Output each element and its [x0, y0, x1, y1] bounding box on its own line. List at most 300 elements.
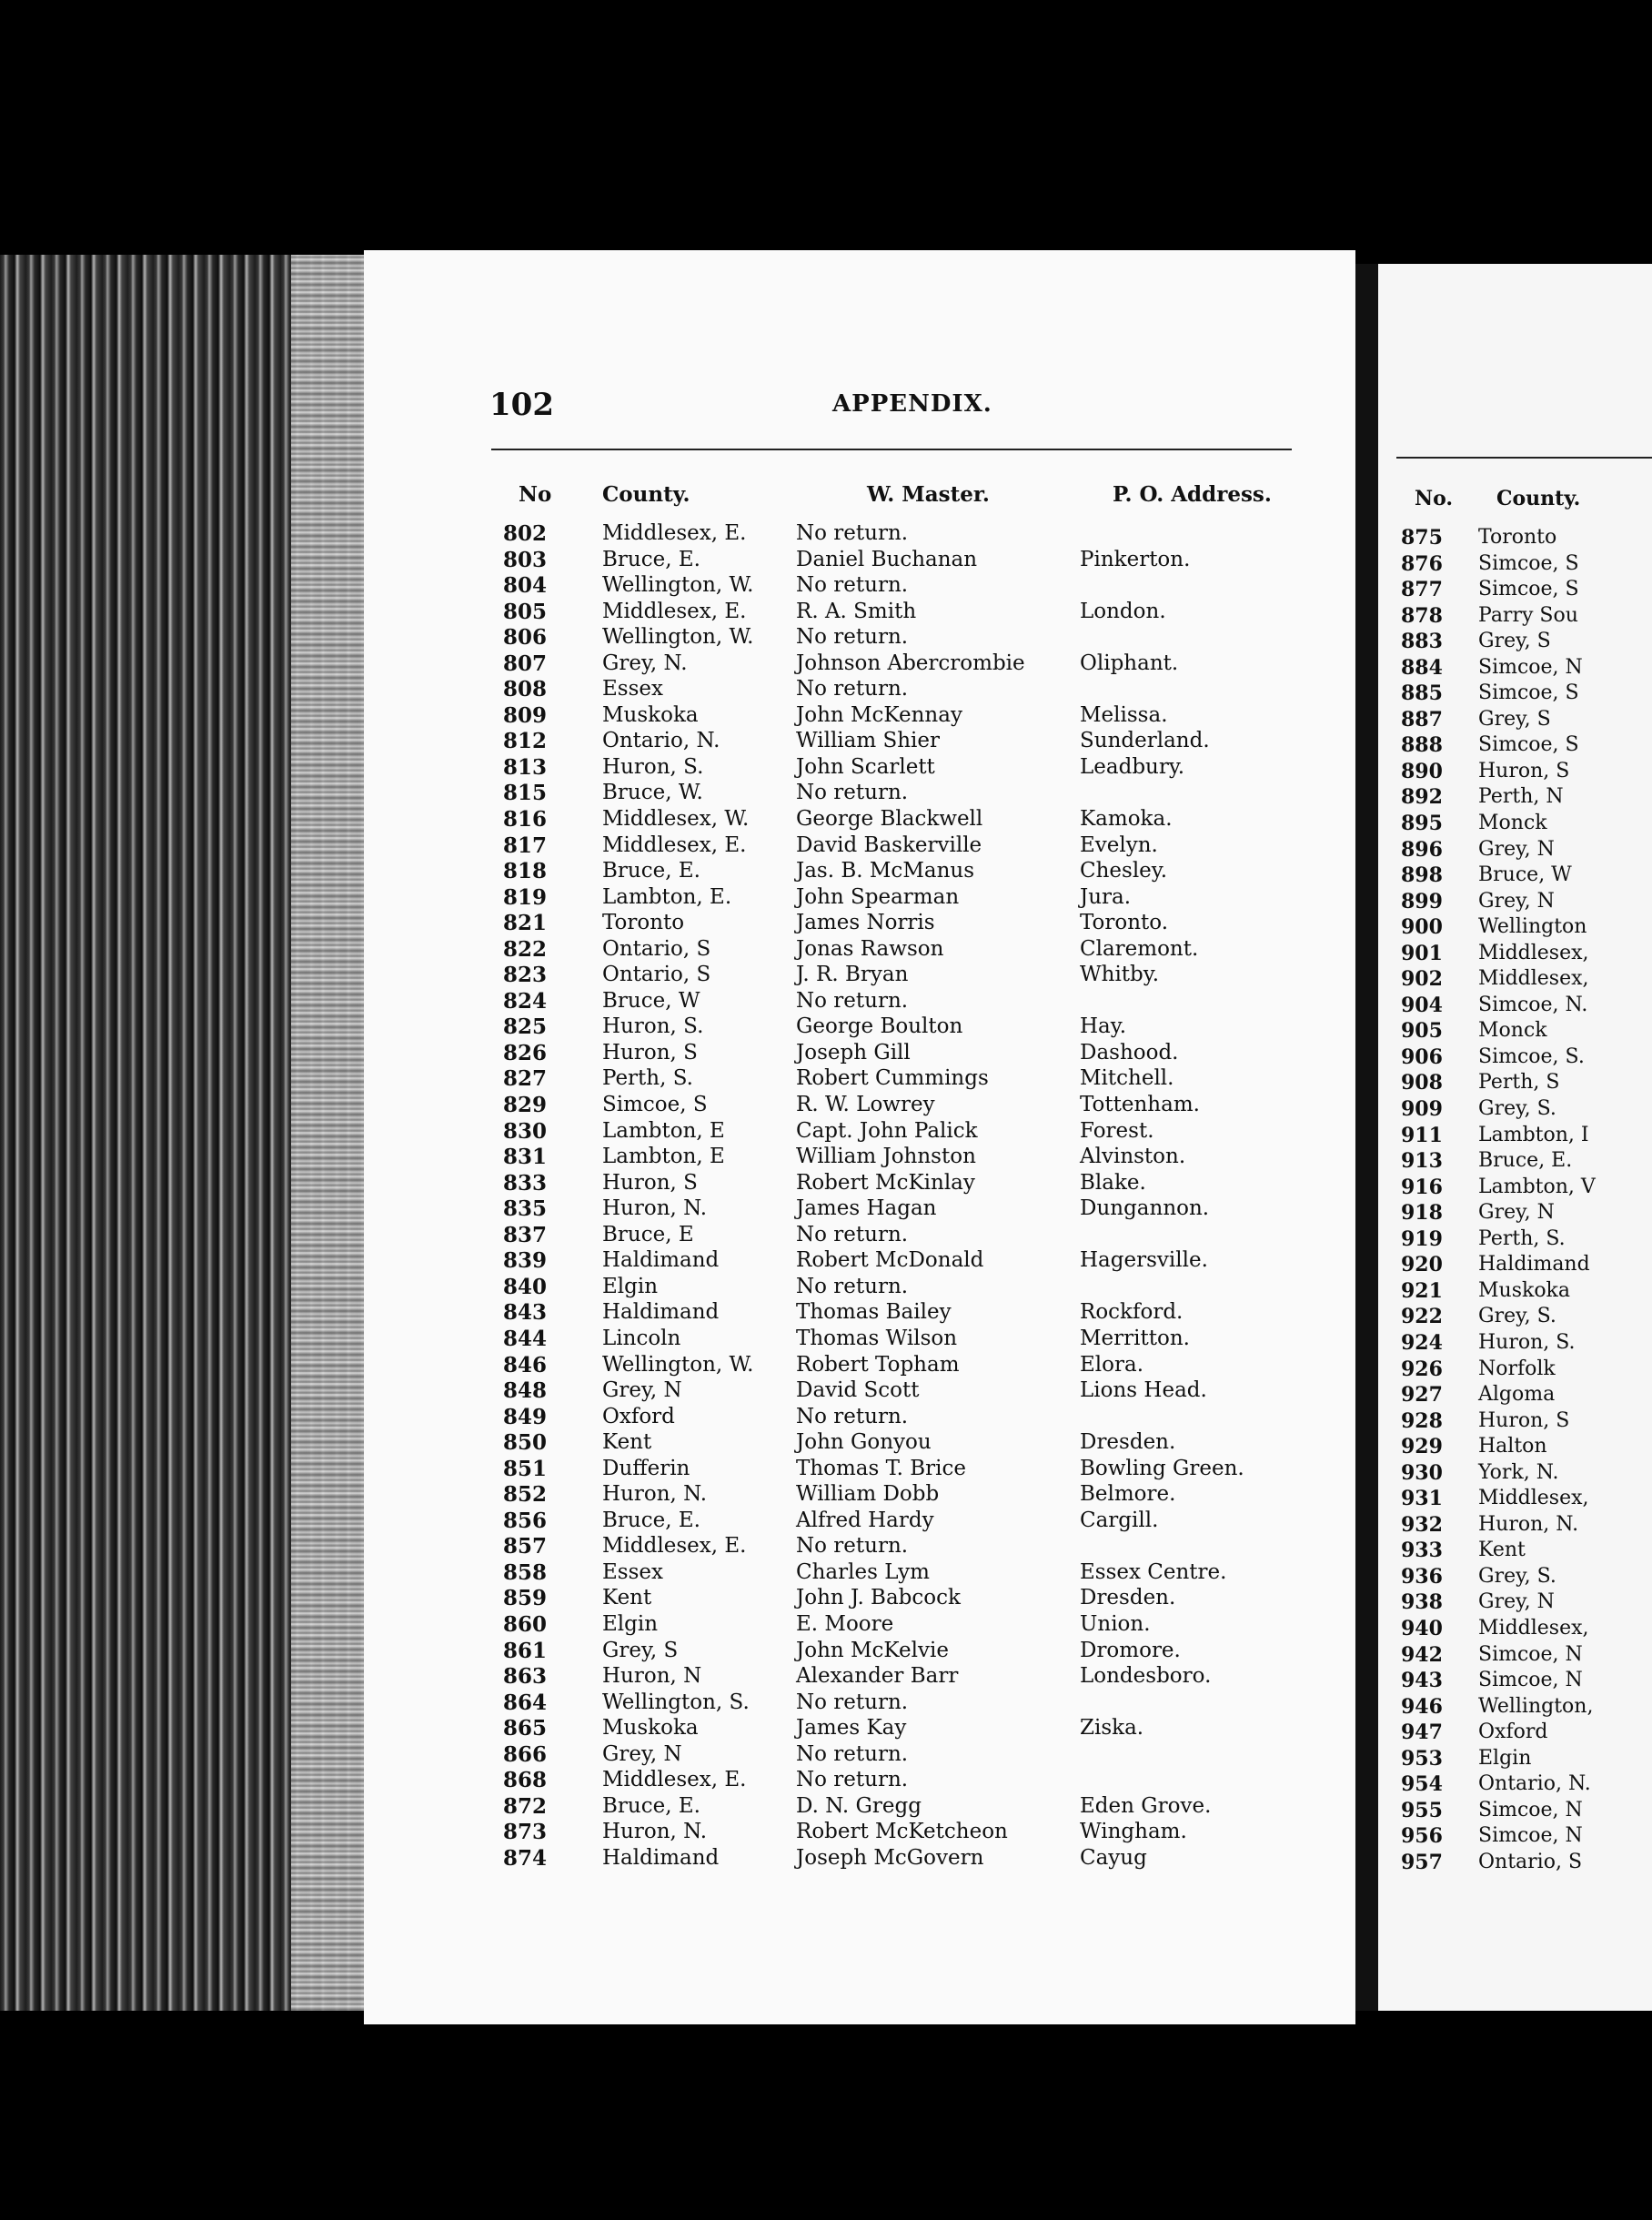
master-cell: William Dobb — [796, 1482, 940, 1507]
lodge-number: 831 — [503, 1145, 548, 1170]
right-table-row — [1378, 578, 1652, 604]
county-cell: Ontario, S — [602, 936, 711, 961]
county-cell: Lambton, I — [1478, 1123, 1589, 1146]
address-cell: Pinkerton. — [1080, 547, 1191, 571]
county-cell: Huron, S. — [1478, 1330, 1576, 1354]
master-cell: No return. — [796, 625, 909, 650]
county-cell: Kent — [602, 1430, 652, 1455]
right-table-row — [1378, 656, 1652, 682]
lodge-number: 929 — [1401, 1435, 1443, 1459]
lodge-number: 843 — [503, 1300, 548, 1326]
lodge-number: 931 — [1401, 1487, 1443, 1511]
right-lodge-table — [1378, 526, 1652, 1876]
table-row — [364, 755, 1355, 782]
page-edge-texture — [291, 255, 373, 2011]
county-cell: Middlesex, — [1478, 1487, 1589, 1510]
table-row — [364, 1248, 1355, 1275]
lodge-number: 804 — [503, 573, 548, 599]
master-cell: No return. — [796, 1222, 909, 1246]
lodge-number: 916 — [1401, 1175, 1443, 1199]
county-cell: Elgin — [1478, 1746, 1532, 1770]
master-cell: E. Moore — [796, 1611, 894, 1636]
county-cell: Lambton, E. — [602, 884, 732, 909]
right-table-row — [1378, 1253, 1652, 1279]
county-cell: Grey, S. — [1478, 1564, 1556, 1588]
right-table-row — [1378, 1201, 1652, 1227]
master-cell: Thomas T. Brice — [796, 1456, 966, 1480]
county-cell: Huron, S. — [602, 1014, 704, 1039]
right-table-row — [1378, 1019, 1652, 1045]
master-cell: Jas. B. McManus — [796, 859, 975, 883]
county-cell: Middlesex, W. — [602, 807, 750, 832]
lodge-number: 902 — [1401, 967, 1443, 992]
right-table-row — [1378, 630, 1652, 656]
table-row — [364, 1327, 1355, 1353]
lodge-number: 906 — [1401, 1044, 1443, 1069]
right-table-row — [1378, 863, 1652, 890]
lodge-number: 837 — [503, 1222, 548, 1247]
address-cell: Tottenham. — [1080, 1093, 1200, 1117]
lodge-number: 927 — [1401, 1383, 1443, 1408]
lodge-number: 863 — [503, 1664, 548, 1690]
right-table-row — [1378, 526, 1652, 552]
county-cell: Middlesex, E. — [602, 599, 747, 623]
right-table-row — [1378, 967, 1652, 994]
lodge-number: 850 — [503, 1430, 548, 1456]
county-cell: Kent — [602, 1586, 652, 1610]
right-page — [1378, 264, 1652, 2011]
right-table-row — [1378, 994, 1652, 1020]
county-cell: Huron, S — [1478, 759, 1570, 782]
address-cell: Elora. — [1080, 1352, 1144, 1377]
lodge-number: 933 — [1401, 1539, 1443, 1563]
lodge-number: 954 — [1401, 1772, 1443, 1797]
address-cell: Mitchell. — [1080, 1066, 1174, 1091]
master-cell: Robert McDonald — [796, 1248, 984, 1273]
lodge-number: 932 — [1401, 1512, 1443, 1537]
address-cell: Dashood. — [1080, 1040, 1179, 1065]
master-cell: R. A. Smith — [796, 599, 917, 623]
county-cell: Lincoln — [602, 1326, 681, 1350]
lodge-number: 861 — [503, 1638, 548, 1663]
master-cell: Alexander Barr — [796, 1664, 959, 1689]
master-cell: R. W. Lowrey — [796, 1093, 935, 1117]
lodge-number: 827 — [503, 1066, 548, 1092]
address-cell: Alvinston. — [1080, 1145, 1186, 1169]
lodge-number: 852 — [503, 1482, 548, 1508]
right-table-row — [1378, 1851, 1652, 1877]
right-table-row — [1378, 708, 1652, 734]
table-row — [364, 859, 1355, 885]
right-table-row — [1378, 1331, 1652, 1357]
lodge-number: 833 — [503, 1170, 548, 1196]
lodge-number: 877 — [1401, 578, 1443, 602]
address-cell: London. — [1080, 599, 1166, 623]
right-table-row — [1378, 552, 1652, 579]
county-cell: Wellington — [1478, 915, 1587, 939]
right-table-row — [1378, 1772, 1652, 1799]
address-cell: Belmore. — [1080, 1482, 1176, 1507]
column-headers — [364, 482, 1355, 519]
lodge-number: 901 — [1401, 941, 1443, 965]
lodge-number: 829 — [503, 1093, 548, 1118]
county-cell: York, N. — [1478, 1460, 1559, 1484]
county-cell: Ontario, S — [602, 963, 711, 987]
master-cell: James Hagan — [796, 1196, 937, 1221]
county-cell: Perth, N — [1478, 785, 1564, 809]
table-row — [364, 625, 1355, 651]
county-cell: Muskoka — [1478, 1278, 1571, 1302]
lodge-number: 887 — [1401, 707, 1443, 732]
table-row — [364, 1171, 1355, 1197]
lodge-number: 816 — [503, 807, 548, 832]
address-cell: Essex Centre. — [1080, 1559, 1227, 1584]
county-cell: Grey, N — [1478, 889, 1555, 913]
county-cell: Grey, S. — [1478, 1305, 1556, 1328]
right-table-row — [1378, 1565, 1652, 1591]
county-cell: Bruce, E. — [602, 1508, 700, 1532]
county-cell: Simcoe, N — [1478, 1642, 1583, 1666]
lodge-number: 905 — [1401, 1019, 1443, 1044]
county-cell: Monck — [1478, 812, 1547, 835]
gutter — [1355, 264, 1378, 2011]
right-table-row — [1378, 1409, 1652, 1436]
address-cell: Leadbury. — [1080, 754, 1185, 779]
right-table-row — [1378, 1305, 1652, 1331]
table-row — [364, 1690, 1355, 1717]
lodge-number: 943 — [1401, 1669, 1443, 1693]
county-cell: Huron, N. — [602, 1196, 708, 1221]
lodge-number: 864 — [503, 1690, 548, 1715]
county-cell: Simcoe, S — [1478, 578, 1579, 601]
lodge-number: 895 — [1401, 812, 1443, 836]
lodge-number: 878 — [1401, 603, 1443, 628]
address-cell: Dresden. — [1080, 1430, 1176, 1455]
right-table-row — [1378, 1097, 1652, 1124]
master-cell: No return. — [796, 677, 909, 701]
address-cell: Eden Grove. — [1080, 1793, 1212, 1818]
county-cell: Ontario, N. — [602, 729, 720, 753]
table-row — [364, 1639, 1355, 1665]
right-table-row — [1378, 604, 1652, 631]
master-cell: Jonas Rawson — [796, 936, 944, 961]
county-cell: Huron, N. — [602, 1482, 708, 1507]
lodge-number: 955 — [1401, 1798, 1443, 1822]
county-cell: Middlesex, E. — [602, 1534, 747, 1559]
county-cell: Huron, N. — [602, 1820, 708, 1844]
right-column-header-no: No. — [1415, 487, 1454, 510]
address-cell: Sunderland. — [1080, 729, 1210, 753]
lodge-number: 812 — [503, 729, 548, 754]
lodge-number: 911 — [1401, 1123, 1443, 1147]
right-table-row — [1378, 1227, 1652, 1254]
master-cell: Capt. John Palick — [796, 1118, 978, 1143]
table-row — [364, 885, 1355, 912]
county-cell: Huron, S — [1478, 1408, 1570, 1432]
address-cell: Jura. — [1080, 884, 1132, 909]
address-cell: Claremont. — [1080, 936, 1199, 961]
address-cell: Londesboro. — [1080, 1664, 1212, 1689]
lodge-number: 888 — [1401, 733, 1443, 758]
lodge-number: 936 — [1401, 1564, 1443, 1589]
header-rule — [491, 449, 1292, 450]
county-cell: Simcoe, N — [1478, 1824, 1583, 1848]
table-row — [364, 1014, 1355, 1041]
table-row — [364, 1430, 1355, 1457]
address-cell: Bowling Green. — [1080, 1456, 1244, 1480]
master-cell: D. N. Gregg — [796, 1793, 922, 1818]
page-number: 102 — [489, 387, 554, 423]
right-table-row — [1378, 942, 1652, 968]
right-table-row — [1378, 1124, 1652, 1150]
county-cell: Grey, N — [602, 1741, 682, 1766]
master-cell: No return. — [796, 1274, 909, 1298]
county-cell: Dufferin — [602, 1456, 690, 1480]
county-cell: Grey, S — [1478, 630, 1551, 653]
county-cell: Toronto — [602, 911, 685, 935]
address-cell: Lions Head. — [1080, 1378, 1207, 1403]
master-cell: Robert Cummings — [796, 1066, 989, 1091]
address-cell: Ziska. — [1080, 1716, 1144, 1741]
master-cell: Alfred Hardy — [796, 1508, 934, 1532]
lodge-number: 930 — [1401, 1460, 1443, 1485]
county-cell: Huron, S. — [602, 754, 704, 779]
master-cell: John J. Babcock — [796, 1586, 961, 1610]
table-row — [364, 677, 1355, 703]
table-row — [364, 1378, 1355, 1405]
lodge-number: 860 — [503, 1611, 548, 1637]
county-cell: Bruce, E — [602, 1222, 694, 1246]
county-cell: Perth, S — [1478, 1071, 1560, 1095]
county-cell: Kent — [1478, 1539, 1526, 1562]
lodge-number: 926 — [1401, 1357, 1443, 1381]
county-cell: Wellington, W. — [602, 573, 754, 598]
county-cell: Elgin — [602, 1274, 659, 1298]
lodge-number: 890 — [1401, 759, 1443, 783]
address-cell: Melissa. — [1080, 702, 1168, 727]
table-row — [364, 703, 1355, 730]
lodge-number: 892 — [1401, 785, 1443, 810]
county-cell: Simcoe, S — [1478, 733, 1579, 757]
lodge-number: 920 — [1401, 1253, 1443, 1277]
table-row — [364, 1093, 1355, 1119]
master-cell: John McKennay — [796, 702, 962, 727]
address-cell: Dungannon. — [1080, 1196, 1210, 1221]
county-cell: Bruce, W — [602, 988, 700, 1013]
lodge-number: 865 — [503, 1716, 548, 1741]
master-cell: Thomas Wilson — [796, 1326, 958, 1350]
column-header-no: No — [519, 482, 552, 507]
master-cell: No return. — [796, 1690, 909, 1714]
county-cell: Oxford — [602, 1404, 675, 1428]
master-cell: Daniel Buchanan — [796, 547, 978, 571]
table-row — [364, 1560, 1355, 1587]
master-cell: J. R. Bryan — [796, 963, 909, 987]
master-cell: John Spearman — [796, 884, 960, 909]
lodge-number: 858 — [503, 1559, 548, 1585]
table-row — [364, 1066, 1355, 1093]
county-cell: Wellington, W. — [602, 625, 754, 650]
master-cell: George Blackwell — [796, 807, 983, 832]
county-cell: Bruce, E. — [602, 859, 700, 883]
table-row — [364, 937, 1355, 964]
master-cell: No return. — [796, 781, 909, 805]
county-cell: Algoma — [1478, 1383, 1556, 1407]
right-table-row — [1378, 1513, 1652, 1539]
county-cell: Haldimand — [602, 1300, 720, 1325]
address-cell: Toronto. — [1080, 911, 1169, 935]
address-cell: Evelyn. — [1080, 832, 1158, 857]
lodge-number: 824 — [503, 988, 548, 1014]
lodge-number: 899 — [1401, 889, 1443, 913]
right-table-row — [1378, 1383, 1652, 1409]
lodge-number: 849 — [503, 1404, 548, 1429]
lodge-number: 809 — [503, 702, 548, 728]
county-cell: Middlesex, — [1478, 967, 1589, 991]
table-row — [364, 1196, 1355, 1223]
address-cell: Cargill. — [1080, 1508, 1159, 1532]
county-cell: Bruce, W — [1478, 863, 1572, 887]
county-cell: Simcoe, N — [1478, 1669, 1583, 1692]
county-cell: Simcoe, N — [1478, 1798, 1583, 1821]
county-cell: Huron, N — [602, 1664, 702, 1689]
address-cell: Wingham. — [1080, 1820, 1187, 1844]
lodge-number: 806 — [503, 625, 548, 651]
right-table-row — [1378, 1617, 1652, 1643]
lodge-number: 805 — [503, 599, 548, 624]
county-cell: Perth, S. — [1478, 1226, 1566, 1250]
right-table-row — [1378, 1279, 1652, 1306]
table-row — [364, 1457, 1355, 1483]
county-cell: Middlesex, E. — [602, 521, 747, 545]
county-cell: Wellington, W. — [602, 1352, 754, 1377]
table-row — [364, 1586, 1355, 1612]
lodge-number: 808 — [503, 677, 548, 702]
table-row — [364, 1223, 1355, 1249]
table-row — [364, 1742, 1355, 1769]
lodge-number: 803 — [503, 547, 548, 572]
lodge-table — [364, 521, 1355, 1872]
master-cell: John McKelvie — [796, 1638, 949, 1662]
county-cell: Muskoka — [602, 1716, 699, 1741]
right-table-row — [1378, 1149, 1652, 1176]
county-cell: Elgin — [602, 1611, 659, 1636]
master-cell: Thomas Bailey — [796, 1300, 952, 1325]
address-cell: Oliphant. — [1080, 651, 1179, 675]
master-cell: David Scott — [796, 1378, 920, 1403]
master-cell: Charles Lym — [796, 1559, 930, 1584]
lodge-number: 826 — [503, 1040, 548, 1065]
right-table-row — [1378, 1720, 1652, 1747]
lodge-number: 942 — [1401, 1642, 1443, 1667]
lodge-number: 822 — [503, 936, 548, 962]
lodge-number: 823 — [503, 963, 548, 988]
lodge-number: 857 — [503, 1534, 548, 1559]
lodge-number: 817 — [503, 832, 548, 858]
lodge-number: 873 — [503, 1820, 548, 1845]
master-cell: James Norris — [796, 911, 935, 935]
lodge-number: 848 — [503, 1378, 548, 1404]
lodge-number: 898 — [1401, 863, 1443, 888]
table-row — [364, 1405, 1355, 1431]
master-cell: David Baskerville — [796, 832, 982, 857]
right-table-row — [1378, 1824, 1652, 1851]
lodge-number: 885 — [1401, 681, 1443, 706]
county-cell: Grey, S — [602, 1638, 679, 1662]
address-cell: Rockford. — [1080, 1300, 1184, 1325]
table-row — [364, 521, 1355, 548]
county-cell: Muskoka — [602, 702, 699, 727]
right-table-row — [1378, 1071, 1652, 1097]
county-cell: Bruce, E. — [1478, 1149, 1573, 1173]
lodge-number: 846 — [503, 1352, 548, 1377]
lodge-number: 938 — [1401, 1590, 1443, 1615]
table-row — [364, 1119, 1355, 1145]
lodge-number: 813 — [503, 754, 548, 780]
county-cell: Ontario, N. — [1478, 1772, 1591, 1796]
table-row — [364, 833, 1355, 860]
county-cell: Essex — [602, 677, 663, 701]
county-cell: Huron, S — [602, 1040, 698, 1065]
right-table-row — [1378, 1695, 1652, 1721]
right-table-row — [1378, 1590, 1652, 1617]
right-column-header-county: County. — [1496, 487, 1581, 510]
county-cell: Grey, N — [1478, 1590, 1555, 1614]
county-cell: Grey, S — [1478, 707, 1551, 731]
right-table-row — [1378, 915, 1652, 942]
lodge-number: 819 — [503, 884, 548, 910]
lodge-number: 876 — [1401, 551, 1443, 576]
right-table-row — [1378, 733, 1652, 760]
lodge-number: 825 — [503, 1014, 548, 1040]
master-cell: No return. — [796, 988, 909, 1013]
right-table-row — [1378, 1176, 1652, 1202]
county-cell: Simcoe, S — [602, 1093, 708, 1117]
lodge-number: 918 — [1401, 1201, 1443, 1226]
lodge-number: 919 — [1401, 1226, 1443, 1251]
table-row — [364, 1534, 1355, 1560]
lodge-number: 874 — [503, 1845, 548, 1871]
master-cell: John Scarlett — [796, 754, 935, 779]
column-header-address: P. O. Address. — [1113, 482, 1272, 507]
lodge-number: 872 — [503, 1793, 548, 1819]
county-cell: Simcoe, N. — [1478, 993, 1588, 1016]
county-cell: Perth, S. — [602, 1066, 693, 1091]
county-cell: Bruce, E. — [602, 547, 700, 571]
table-row — [364, 1716, 1355, 1742]
page-edges — [0, 255, 373, 2011]
lodge-number: 868 — [503, 1768, 548, 1793]
county-cell: Grey, N — [1478, 837, 1555, 861]
county-cell: Toronto — [1478, 526, 1557, 549]
page-header — [364, 387, 1355, 441]
table-row — [364, 1612, 1355, 1639]
county-cell: Bruce, E. — [602, 1793, 700, 1818]
table-row — [364, 573, 1355, 600]
table-row — [364, 1509, 1355, 1535]
master-cell: No return. — [796, 1404, 909, 1428]
lodge-number: 851 — [503, 1456, 548, 1481]
county-cell: Grey, N — [602, 1378, 682, 1403]
county-cell: Halton — [1478, 1435, 1547, 1458]
right-table-row — [1378, 838, 1652, 864]
table-row — [364, 963, 1355, 989]
lodge-number: 900 — [1401, 915, 1443, 940]
right-table-row — [1378, 681, 1652, 708]
address-cell: Forest. — [1080, 1118, 1154, 1143]
lodge-number: 904 — [1401, 993, 1443, 1017]
address-cell: Union. — [1080, 1611, 1151, 1636]
